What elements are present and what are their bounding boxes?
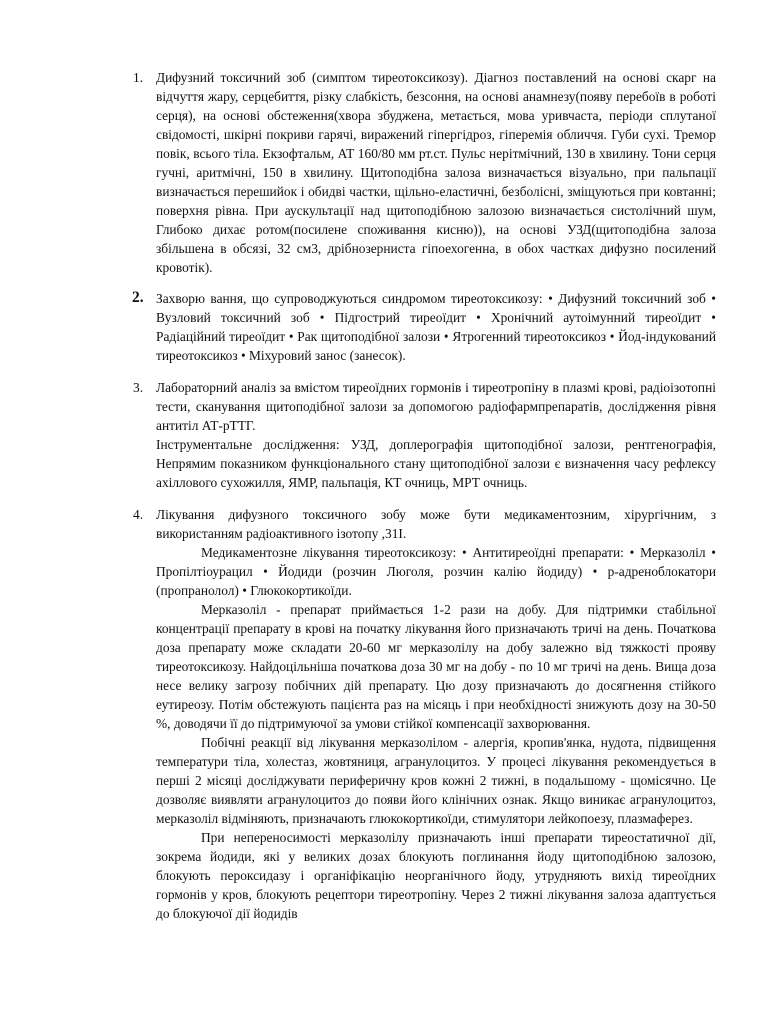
list-number-4: 4. (133, 507, 144, 522)
list-text-2 (156, 289, 716, 365)
list-text-3 (156, 378, 716, 492)
list-text-4 (156, 505, 716, 923)
list-number-1: 1. (133, 70, 144, 85)
paragraph-side-effects: Побічні реакції від лікування мерказолілом - алергія, кропив'янка, нудота, підвищення температури тіла, холестаз, жовтяниця, агранулоцитоз. У процесі лікування рекомендується в перші 2 місяці досліджувати периферичну кров кожні 2 тижні, в подальшому - щомісячно. Це дозволяє виявляти агранулоцитоз до появи його клінічних ознак. Якщо виникає агранулоцитоз, мерказоліл відміняють, призначають глюкокортикоїди, стимулятори лейкопоезу, плазмаферез. (156, 735, 716, 826)
paragraph-merkazolil: Мерказоліл - препарат приймається 1-2 рази на добу. Для підтримки стабільної концентрації препарату в крові на початку лікування його призначають тричі на день. Початкова доза препарату може складати 20-60 мг мерказолілу на добу залежно від тяжкості прояву тиреотоксикозу. Найдоцільніша початкова доза 30 мг на добу - по 10 мг тричі на день. Вища доза несе велику загрозу побічних дій препарату. Цю дозу призначають до досягнення стійкого еутиреозу. Потім обстежують пацієнта раз на місяць і при необхідності знижують дозу на 30-50 %, доводячи її до підтримуючої за умови стійкої компенсації захворювання. (156, 602, 716, 731)
paragraph-lab-analysis: Лабораторний аналіз за вмістом тиреоїдних гормонів і тиреотропіну в плазмі крові, радіоізотопні тести, сканування щитоподібної залози за допомогою радіофармпрепаратів, дослідження рівня антитіл АТ-рТТГ. (156, 380, 716, 433)
paragraph-instrumental: Інструментальне дослідження: УЗД, доплерографія щитоподібної залози, рентгенографія, Непрямим показником функціонального стану щитоподібної залози є визначення часу рефлексу ахіллового сухожилля, ЯМР, пальпація, КТ очниць, МРТ очниць. (156, 437, 716, 490)
paragraph-diseases: Захворю вання, що супроводжуються синдромом тиреотоксикозу: • Дифузний токсичний зоб • Вузловий токсичний зоб • Підгострий тиреоїдит • Хронічний аутоімунний тиреоїдит • Радіаційний тиреоїдит • Рак щитоподібної залози • Ятрогенний тиреотоксикоз • Йод-індукований тиреотоксикоз • Міхуровий занос (занесок). (156, 291, 716, 363)
list-number-2: 2. (132, 289, 144, 306)
paragraph-treatment: Лікування дифузного токсичного зобу може бути медикаментозним, хірургічним, з використанням радіоактивного ізотопу ,31I. (156, 507, 716, 541)
paragraph-intolerance: При непереносимості мерказолілу призначають інші препарати тиреостатичної дії, зокрема йодиди, які у великих дозах блокують поглинання йоду щитоподібною залозою, блокують пероксидазу і органіфікацію неорганічного йоду, утрудняють вихід тиреоїдних гормонів у кров, блокують рецептори тиреотропіну. Через 2 тижні лікування залоза адаптується до блокуючої дії йодидів (156, 830, 716, 921)
list-number-3: 3. (133, 380, 144, 395)
paragraph-diagnosis: Дифузний токсичний зоб (симптом тиреотоксикозу). Діагноз поставлений на основі скарг на відчуття жару, серцебиття, різку слабкість, безсоння, на основі анамнезу(появу перебоїв в роботі серця), на основі обстеження(хвора збуджена, метається, мова уривчаста, періоди сплутаної свідомості, шкірні покриви гарячі, виражений гіпергідроз, гіперемія обличчя. Губи сухі. Тремор повік, всього тіла. Екзофтальм, АТ 160/80 мм рт.ст. Пульс нерітмічний, 130 в хвилину. Тони серця гучні, аритмічні, 150 в хвилину. Щитоподібна залоза визначається візуально, при пальпації визначається перешийок і обидві частки, щільно-еластичні, безболісні, зміщуються при ковтанні; поверхня рівна. При аускультації над щитоподібною залозою визначається систолічний шум, Глибоко дихає ротом(посилене споживання кисню)), на основі УЗД(щитоподібна залоза збільшена в обсязі, 32 см3, дрібнозерниста гіпоехогенна, в обох частках дифузно посилений кровотік). (156, 70, 716, 275)
list-text-1 (156, 68, 716, 277)
paragraph-medication: Медикаментозне лікування тиреотоксикозу: • Антитиреоїдні препарати: • Мерказоліл • Пропілтіоурацил • Йодиди (розчин Люголя, розчин калію йодиду) • р-адреноблокатори (пропранолол) • Глюкокортикоїди. (156, 545, 716, 598)
